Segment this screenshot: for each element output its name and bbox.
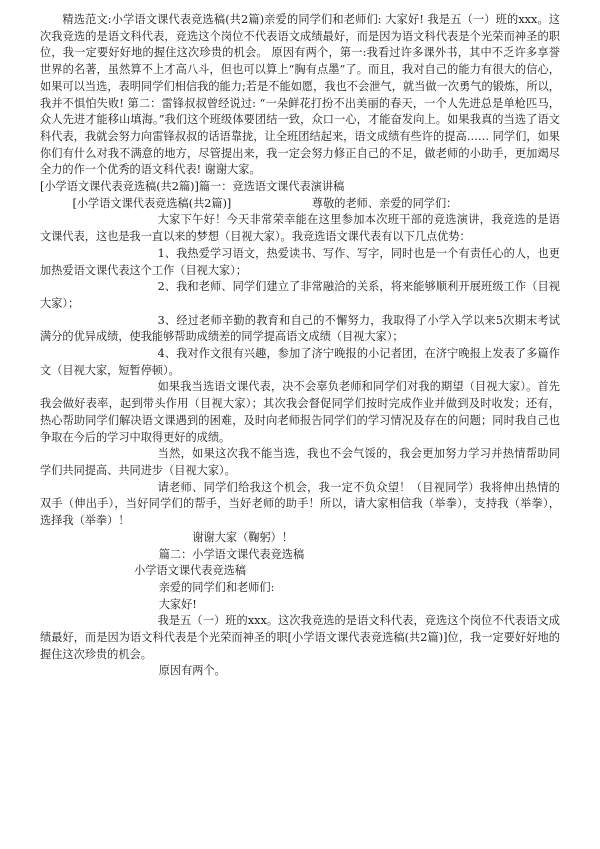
essay3-section-heading: 篇二：小学语文课代表竞选稿 — [158, 547, 305, 561]
essay2-subheading-line — [40, 196, 560, 213]
essay2-thanks: 谢谢大家（鞠躬）！ — [192, 530, 294, 544]
essay2-heading: [小学语文课代表竞选稿(共2篇)]篇一：竞选语文课代表演讲稿 — [40, 180, 345, 194]
essay2-greeting: 尊敬的老师、亲爱的同学们： — [311, 196, 458, 210]
essay3-body-paragraph: 我是五（一）班的xxx。这次我竞选的是语文科代表，竞选这个岗位不代表语文成绩最好，而是因为语文科代表是个光荣而神圣的职[小学语文课代表竞选稿(共2篇)]位，我一定要好好地的握住这次珍贵的机会。 — [40, 614, 560, 661]
essay3-salutation: 亲爱的同学们和老师们: — [158, 580, 275, 594]
essay2-appeal-paragraph: 请老师、同学们给我这个机会，我一定不负众望！（目视同学）我将伸出热情的双手（伸出手），当好同学们的帮手，当好老师的助手！所以，请大家相信我（举拳），支持我（举拳），选择我（举拳）！ — [40, 480, 560, 528]
essay3-title: 小学语文课代表竞选稿 — [134, 564, 246, 578]
essay2-pledge-paragraph: 如果我当选语文课代表，决不会辜负老师和同学们对我的期望（目视大家）。首先我会做好表率，起到带头作用（目视大家）；其次我会督促同学们按时完成作业并做到及时收发；还有，热心帮助同学们解决语文课遇到的困难，及时向老师报告同学们的学习情况及存在的问题；同时我自己也争取在今后的学习中取得更好的成绩。 — [40, 380, 560, 444]
essay2-point-1: 1、我热爱学习语文，热爱读书、写作、写字，同时也是一个有责任心的人，也更加热爱语文课代表这个工作（目视大家）； — [40, 246, 560, 277]
essay3-hello: 大家好! — [158, 597, 197, 611]
essay2-point-3: 3、经过老师辛勤的教育和自己的不懈努力，我取得了小学入学以来5次期末考试满分的优异成绩，使我能够帮助成绩差的同学提高语文成绩（目视大家）； — [40, 313, 560, 344]
essay2-opening-paragraph: 大家下午好！今天非常荣幸能在这里参加本次班干部的竞选演讲，我竞选的是语文课代表，这也是我一直以来的梦想（目视大家）。我竞选语文课代表有以下几点优势： — [40, 213, 560, 244]
essay1-intro-paragraph: 精选范文:小学语文课代表竞选稿(共2篇)亲爱的同学们和老师们: 大家好! 我是五（一）班的xxx。这次我竞选的是语文科代表，竞选这个岗位不代表语文成绩最好，而是因为语文科代表是个光荣而神圣的职位，我一定要好好地的握住这次珍贵的机会。 原因有两个，第一:我看过许多课外书，其中不乏许多享誉世界的名著，虽然算不上才高八斗，但也可以算上“胸有点墨”了。而且，我对自己的能力有很大的信心，如果可以当选，表明同学们相信我的能力;若是不能如愿，我也不会泄气，就当做一次勇气的锻炼，所以，我并不惧怕失败! 第二：雷锋叔叔曾经说过: “一朵鲜花打扮不出美丽的春天，一个人先进总是单枪匹马，众人先进才能移山填海。”我们这个班级体要团结一致，众口一心，才能奋发向上。如果我真的当选了语文科代表，我就会努力向雷锋叔叔的话语靠拢，让全班团结起来，语文成绩有些许的提高…… 同学们，如果你们有什么对我不满意的地方，尽管提出来，我一定会努力修正自己的不足，做老师的小助手，更加竭尽全力的作一个优秀的语文科代表! 谢谢大家。 — [40, 13, 560, 177]
essay2-point-2: 2、我和老师、同学们建立了非常融洽的关系，将来能够顺利开展班级工作（目视大家）； — [40, 280, 560, 310]
essay2-subheading: [小学语文课代表竞选稿(共2篇)] — [72, 196, 232, 210]
essay2-ifnot-paragraph: 当然，如果这次我不能当选，我也不会气馁的，我会更加努力学习并热情帮助同学们共同提高、共同进步（目视大家）。 — [40, 447, 560, 477]
essay3-reasons: 原因有两个。 — [158, 664, 226, 678]
essay2-point-4: 4、我对作文很有兴趣，参加了济宁晚报的小记者团，在济宁晚报上发表了多篇作文（目视大家，短暂停顿）。 — [40, 347, 560, 377]
